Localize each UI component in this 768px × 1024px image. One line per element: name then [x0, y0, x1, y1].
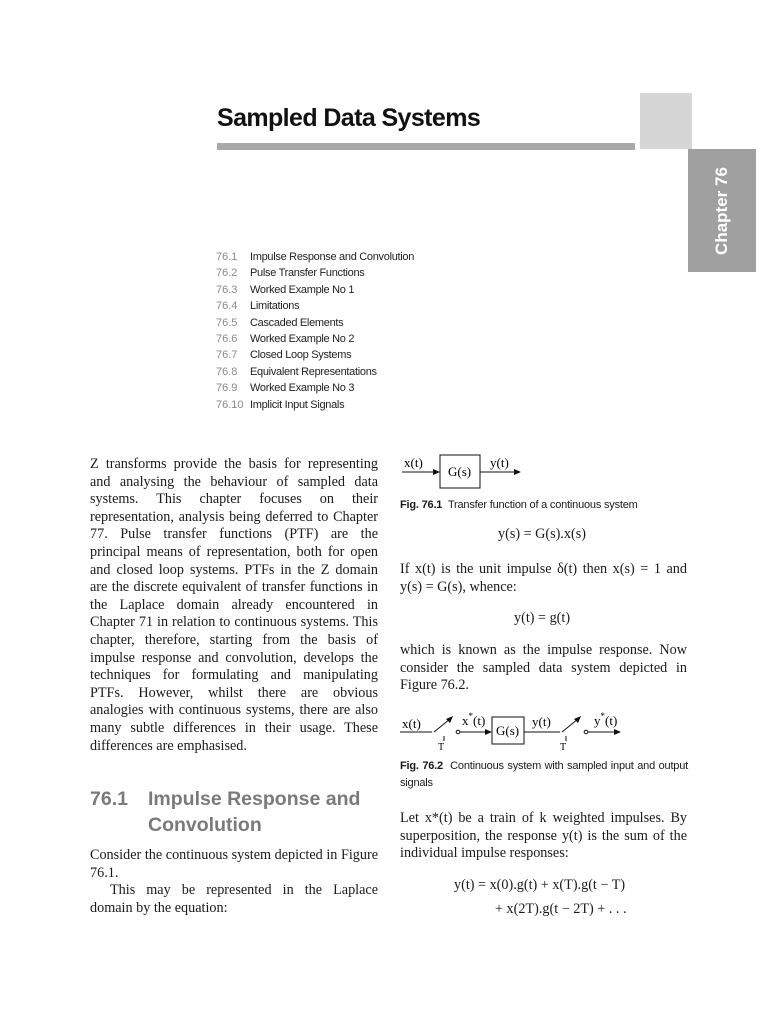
toc-entry-number: 76.1	[216, 251, 238, 263]
toc-entry-label: Implicit Input Signals	[250, 398, 345, 411]
fig2-block-label: G(s)	[496, 723, 520, 738]
fig1-output-label: y(t)	[490, 455, 509, 470]
fig1-input-label: x(t)	[404, 455, 423, 470]
toc-entry-label: Worked Example No 1	[250, 283, 355, 296]
figure-76-1	[400, 452, 530, 492]
section-paragraph: Consider the continuous system depicted in Figure 76.1.	[90, 847, 378, 881]
chapter-tab-label: Chapter 76	[712, 166, 731, 255]
corner-decoration	[640, 93, 692, 149]
toc-entry-label: Equivalent Representations	[250, 365, 377, 378]
chapter-contents	[216, 249, 414, 413]
intro-paragraph: Z transforms provide the basis for representing and analysing the behaviour of sampled data systems. This chapter focuses on their representation, analysis being deferred to Chapter 77. Pulse transfer functions (PTF) are the principal means of representation, both for open and closed loop systems. PTFs in the Z domain are the discrete equivalent of transfer functions in the Laplace domain already encountered in Chapter 71 in relation to continuous systems. This chapter, therefore, starting from the basis of impulse response and convolution, develops the techniques for formulating and manipulating PTFs. However, whilst there are obvious analogies with continuous systems, there are also many subtle differences in their usage. These differences are emphasised.	[90, 456, 378, 754]
sampler-1-switch	[434, 719, 450, 732]
chapter-tab	[688, 149, 756, 272]
toc-entry-label: Cascaded Elements	[250, 316, 344, 329]
right-paragraph: which is known as the impulse response. Now consider the sampled data system depicted in Figure 76.2.	[400, 642, 687, 694]
toc-entry	[216, 380, 414, 396]
fig1-block-label: G(s)	[448, 464, 472, 479]
toc-entry	[216, 265, 414, 281]
toc-entry-number: 76.2	[216, 267, 238, 280]
toc-entry	[216, 364, 414, 380]
fig1-output-arrowhead	[514, 469, 521, 475]
page-title: Sampled Data Systems	[217, 104, 481, 132]
toc-entry-number: 76.3	[216, 283, 238, 296]
sampler-2-switch	[562, 719, 578, 732]
fig2-sampled-in-label: x*(t)	[462, 711, 486, 728]
fig2-sampled-out-label: y*(t)	[594, 711, 618, 728]
toc-entry	[216, 315, 414, 331]
fig2-caption-label: Fig. 76.2	[400, 760, 443, 772]
equation-superposition-line-1: y(t) = x(0).g(t) + x(T).g(t − T)	[454, 877, 626, 893]
toc-entry-label: Impulse Response and Convolution	[250, 251, 415, 263]
sampler-1-contact	[456, 730, 460, 734]
fig2-sampled-in-arrowhead	[485, 729, 492, 735]
figure-76-2-caption	[400, 758, 688, 792]
fig1-input-arrowhead	[433, 469, 440, 475]
fig1-caption-label: Fig. 76.1	[400, 499, 443, 511]
toc-entry-number: 76.8	[216, 365, 238, 378]
figure-76-1-caption	[400, 497, 690, 514]
toc-entry-number: 76.5	[216, 316, 238, 329]
fig1-caption-text: Transfer function of a continuous system	[447, 499, 638, 511]
fig2-caption-text: Continuous system with sampled input and output signals	[400, 760, 688, 789]
toc-entry-label: Limitations	[250, 300, 300, 313]
toc-entry	[216, 331, 414, 347]
toc-entry-number: 76.10	[216, 398, 244, 411]
toc-entry-label: Worked Example No 3	[250, 382, 355, 395]
fig2-input-label: x(t)	[402, 716, 421, 731]
toc-entry-number: 76.4	[216, 300, 238, 313]
section-heading	[90, 786, 390, 836]
toc-entry	[216, 397, 414, 413]
toc-entry-label: Worked Example No 2	[250, 332, 355, 345]
figure-76-2	[398, 708, 688, 754]
toc-entry-label: Closed Loop Systems	[250, 349, 352, 362]
section-number: 76.1	[90, 788, 128, 810]
fig2-output-label: y(t)	[532, 714, 551, 729]
section-title: Impulse Response and Convolution	[148, 788, 361, 836]
toc-entry-label: Pulse Transfer Functions	[250, 267, 365, 280]
equation-impulse-response: y(t) = g(t)	[514, 610, 571, 626]
right-paragraph: Let x*(t) be a train of k weighted impulses. By superposition, the response y(t) is the sum of the individual impulse responses:	[400, 810, 687, 862]
equation-laplace: y(s) = G(s).x(s)	[498, 526, 586, 542]
toc-entry-number: 76.9	[216, 382, 238, 395]
toc-entry	[216, 347, 414, 363]
toc-entry	[216, 298, 414, 314]
equation-superposition-line-2: + x(2T).g(t − 2T) + . . .	[495, 901, 627, 917]
toc-entry-number: 76.7	[216, 349, 238, 362]
fig2-sampled-out-arrowhead	[614, 729, 621, 735]
sampler-2-contact	[584, 730, 588, 734]
toc-entry-number: 76.6	[216, 332, 238, 345]
section-paragraph: This may be represented in the Laplace domain by the equation:	[90, 882, 378, 916]
title-rule	[217, 143, 635, 150]
toc-entry	[216, 249, 414, 265]
toc-entry	[216, 282, 414, 298]
sampler-1-period: T	[438, 742, 445, 753]
sampler-2-period: T	[560, 742, 567, 753]
right-paragraph: If x(t) is the unit impulse δ(t) then x(s) = 1 and y(s) = G(s), whence:	[400, 561, 687, 595]
